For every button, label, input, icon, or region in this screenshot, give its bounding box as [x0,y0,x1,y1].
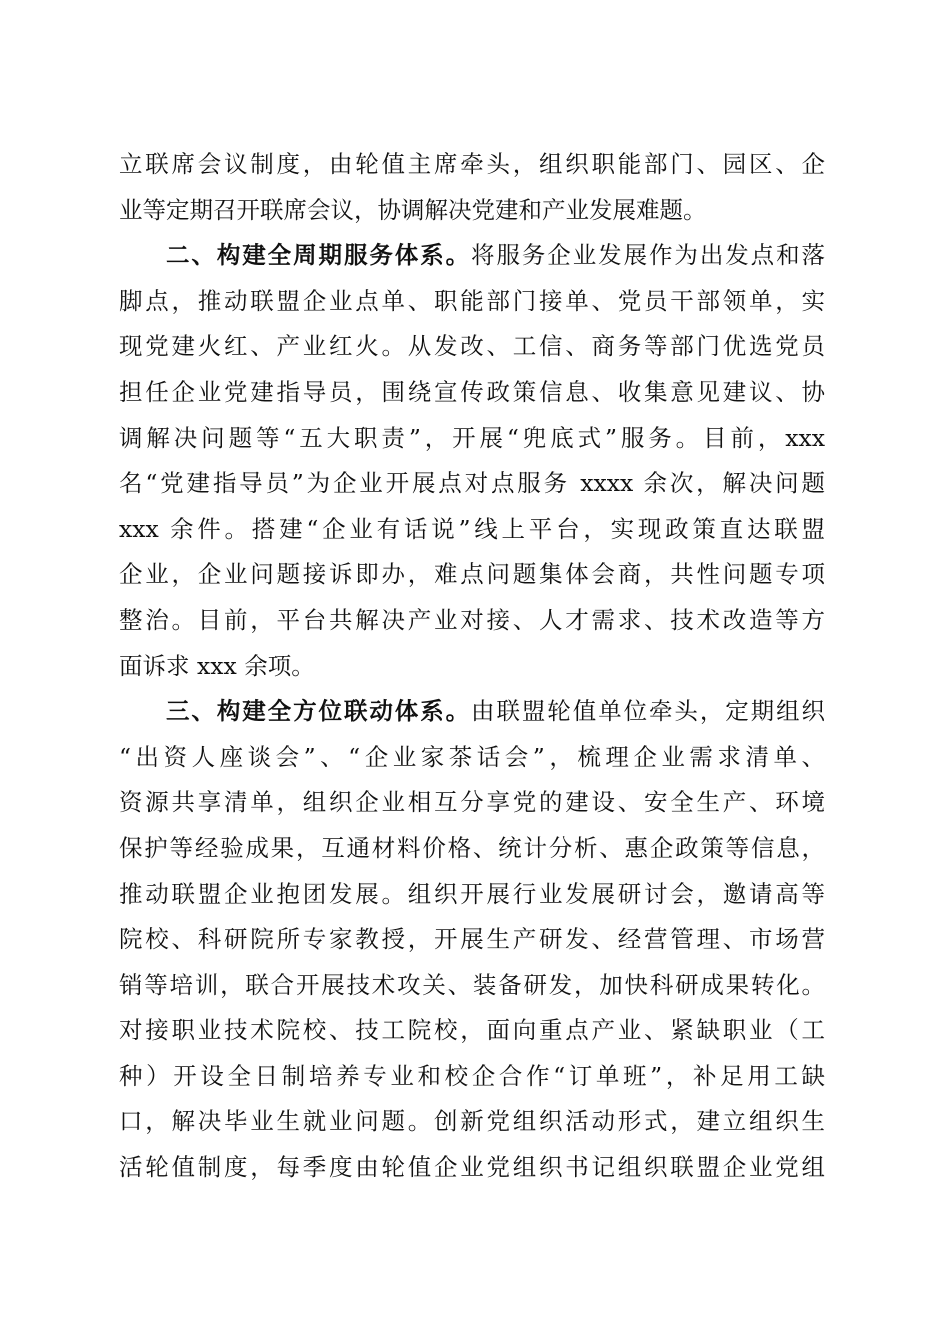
paragraph-2-line-10: 面诉求 xxx 余项。 [119,651,315,680]
paragraph-3-line-3: 资源共享清单，组织企业相互分享党的建设、安全生产、环境 [119,788,825,817]
paragraph-3-line-2: “出资人座谈会”、“企业家茶话会”，梳理企业需求清单、 [119,742,825,771]
paragraph-2-line-8: 企业，企业问题接诉即办，难点问题集体会商，共性问题专项 [119,560,825,589]
paragraph-2-line-6: 名“党建指导员”为企业开展点对点服务 xxxx 余次，解决问题 [119,469,825,498]
paragraph-3-line-7: 销等培训，联合开展技术攻关、装备研发，加快科研成果转化。 [119,970,825,999]
paragraph-3-line-8: 对接职业技术院校、技工院校，面向重点产业、紧缺职业（工 [119,1016,825,1045]
paragraph-2-line-9: 整治。目前，平台共解决产业对接、人才需求、技术改造等方 [119,605,825,634]
paragraph-1-line-1: 立联席会议制度，由轮值主席牵头，组织职能部门、园区、企 [119,150,825,178]
paragraph-1-line-2: 业等定期召开联席会议，协调解决党建和产业发展难题。 [119,195,707,224]
section-3-heading: 三、构建全方位联动体系。 [166,697,472,726]
paragraph-3-line-1 [119,689,825,735]
paragraph-3-line-5: 推动联盟企业抱团发展。组织开展行业发展研讨会，邀请高等 [119,879,825,908]
paragraph-2-line-2: 脚点，推动联盟企业点单、职能部门接单、党员干部领单，实 [119,286,825,315]
paragraph-3-line-6: 院校、科研院所专家教授，开展生产研发、经营管理、市场营 [119,925,825,954]
paragraph-2-line-5: 调解决问题等“五大职责”，开展“兜底式”服务。目前，xxx [119,423,825,452]
paragraph-3-line-9: 种）开设全日制培养专业和校企合作“订单班”，补足用工缺 [119,1061,825,1090]
paragraph-2-line-1 [119,233,825,279]
section-2-heading: 二、构建全周期服务体系。 [166,241,472,270]
paragraph-2-line-7: xxx 余件。搭建“企业有话说”线上平台，实现政策直达联盟 [119,514,825,543]
paragraph-2-line-3: 现党建火红、产业红火。从发改、工信、商务等部门优选党员 [119,332,825,361]
paragraph-3-line-10: 口，解决毕业生就业问题。创新党组织活动形式，建立组织生 [119,1107,825,1136]
paragraph-3-line-4: 保护等经验成果，互通材料价格、统计分析、惠企政策等信息， [119,833,825,862]
paragraph-3-line-1-text: 由联盟轮值单位牵头，定期组织 [471,697,825,726]
paragraph-2-line-1-text: 将服务企业发展作为出发点和落 [471,241,825,270]
paragraph-2-line-4: 担任企业党建指导员，围绕宣传政策信息、收集意见建议、协 [119,377,825,406]
document-body [119,142,825,1191]
paragraph-3-line-11: 活轮值制度，每季度由轮值企业党组织书记组织联盟企业党组 [119,1153,825,1182]
